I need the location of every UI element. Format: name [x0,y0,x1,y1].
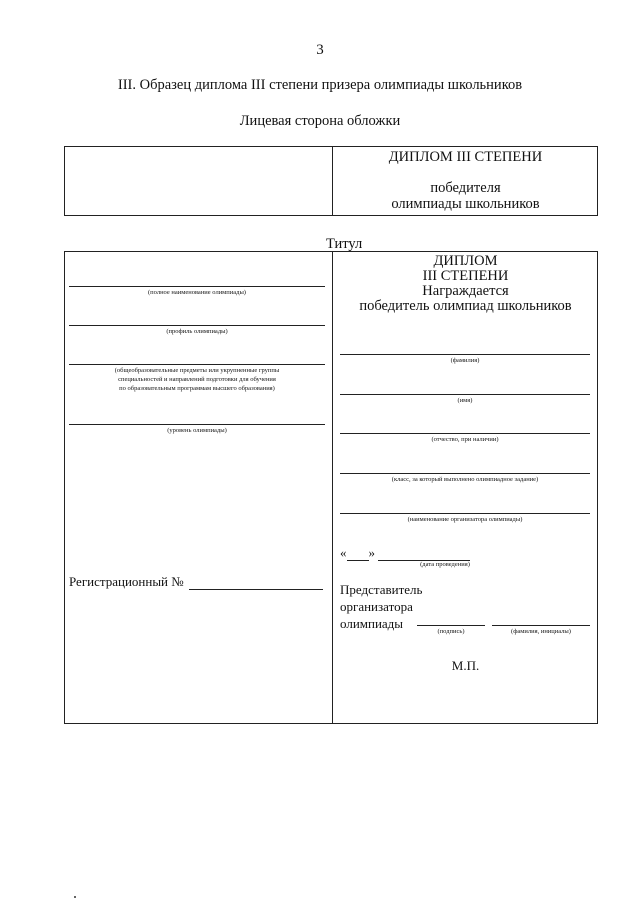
olympiad-name-caption: (полное наименование олимпиады) [148,289,246,296]
title-page-box [64,251,598,724]
olympiad-level-caption: (уровень олимпиады) [167,427,227,434]
representative-block [340,581,422,632]
scan-speck [74,896,76,898]
olympiad-name-line [69,286,325,287]
winner-label: победитель олимпиад школьников [359,298,572,314]
olympiad-level-line [69,424,325,425]
rep-line-3: олимпиады [340,616,404,631]
titul-label: Титул [326,236,363,252]
olympiad-profile-caption: (профиль олимпиады) [166,328,228,335]
class-line [340,473,590,474]
name-caption: (имя) [457,397,473,404]
cover-box [64,146,598,216]
olympiad-subjects-caption-2: специальностей и направлений подготовки для обучения [118,376,276,383]
patronymic-caption: (отчество, при наличии) [431,436,499,443]
cover-line-1: победителя [430,180,501,196]
cover-line-2: олимпиады школьников [391,196,540,212]
rep-line-2: организатора [340,599,413,614]
diploma-degree: III СТЕПЕНИ [422,268,509,284]
diploma-title: ДИПЛОМ [433,253,498,269]
quote-open: « [340,545,347,560]
olympiad-subjects-caption-1: (общеобразовательные предметы или укрупненные группы [114,367,280,374]
registration-blank [189,589,323,590]
patronymic-line [340,433,590,434]
olympiad-subjects-line [69,364,325,365]
olympiad-subjects-caption-3: по образовательным программам высшего образования) [119,385,275,392]
cover-title: ДИПЛОМ III СТЕПЕНИ [388,149,543,165]
stamp-place: М.П. [451,658,480,673]
date-field [340,545,470,561]
class-caption: (класс, за который выполнено олимпиадное задание) [391,476,539,483]
fio-line [492,625,590,626]
organizer-caption: (наименование организатора олимпиады) [407,516,523,523]
cover-subheading: Лицевая сторона обложки [239,113,401,129]
registration-label: Регистрационный № [69,574,184,589]
signature-line [417,625,485,626]
quote-close: » [368,545,375,560]
rep-line-1: Представитель [340,582,423,597]
awarded-label: Награждается [422,283,509,299]
surname-line [340,354,590,355]
olympiad-profile-line [69,325,325,326]
date-caption: (дата проведения) [420,561,470,568]
fio-caption: (фамилия, инициалы) [511,628,571,635]
page-number: 3 [316,42,324,58]
signature-caption: (подпись) [437,628,465,635]
organizer-line [340,513,590,514]
section-heading: III. Образец диплома III степени призера олимпиады школьников [117,77,523,93]
surname-caption: (фамилия) [450,357,480,364]
registration-number [69,574,323,590]
name-line [340,394,590,395]
title-page-divider [332,252,333,723]
